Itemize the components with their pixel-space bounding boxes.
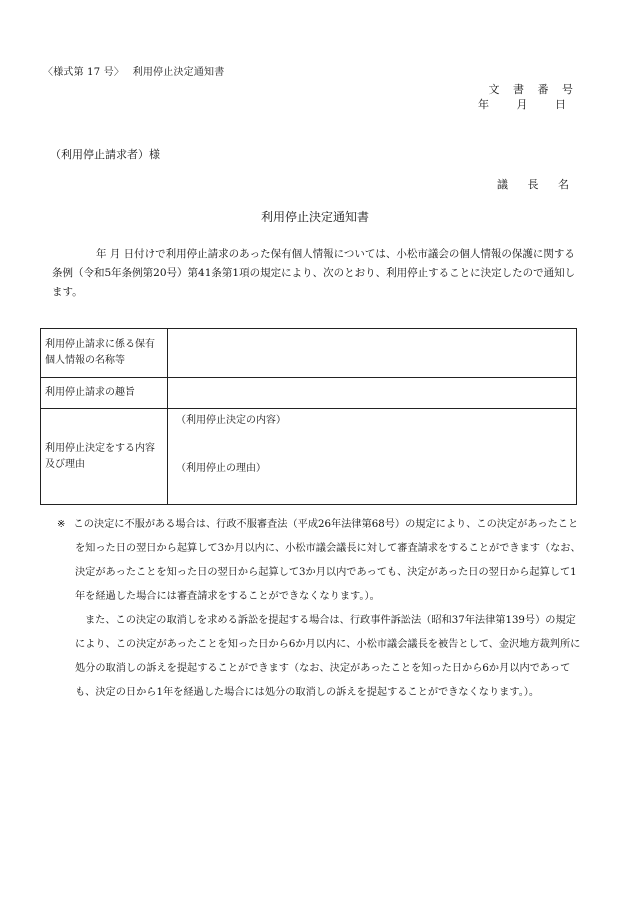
- form-number-label: 〈様式第 17 号〉 利用停止決定通知書: [43, 67, 225, 78]
- table-row: [41, 329, 577, 378]
- appeal-note-lawsuit-text: また、この決定の取消しを求める訴訟を提起する場合は、行政事件訴訟法（昭和37年法律第139号）の規定により、この決定があったことを知った日から6か月以内に、小松市議会議長を被告として、金沢地方裁判所に処分の取消しの訴えを提起することができます（なお、決定があったことを知った日から6か月以内であっても、決定の日から1年を経過した場合には処分の取消しの訴えを提起することができなくなります。）。: [75, 615, 581, 698]
- row-value-request-purpose: [168, 378, 577, 409]
- appeal-note-lawsuit: [57, 609, 582, 705]
- appeal-note-review-text: この決定に不服がある場合は、行政不服審査法（平成26年法律第68号）の規定により、この決定があったことを知った日の翌日から起算して3か月以内に、小松市議会議長に対して審査請求をすることができます（なお、決定があったことを知った日の翌日から起算して3か月以内であっても、決定があった日の翌日から起算して1年を経過した場合には審査請求をすることができなくなります。）。: [73, 519, 581, 602]
- decision-content-label: （利用停止決定の内容）: [176, 415, 286, 426]
- issue-date: 年 月 日: [478, 98, 578, 111]
- note-mark: ※: [57, 519, 66, 530]
- appeal-note-review: [57, 513, 582, 609]
- table-row: [41, 378, 577, 409]
- addressee: （利用停止請求者）様: [50, 148, 160, 161]
- document-title: 利用停止決定通知書: [260, 210, 369, 224]
- sender-name: 議 長 名: [497, 178, 577, 191]
- document-number: 文 書 番 号: [488, 83, 578, 96]
- appeal-note: [57, 513, 582, 705]
- body-text: 年 月 日付けで利用停止請求のあった保有個人情報については、小松市議会の個人情報の保護に関する条例（令和5年条例第20号）第41条第1項の規定により、次のとおり、利用停止することに決定したので通知します。: [52, 248, 576, 298]
- row-label-request-purpose: 利用停止請求の趣旨: [41, 378, 168, 409]
- row-value-info-name: [168, 329, 577, 378]
- decision-reason-label: （利用停止の理由）: [176, 463, 266, 474]
- decision-table: [40, 328, 577, 505]
- row-value-decision-reason: [168, 409, 577, 505]
- body-paragraph: [52, 245, 580, 302]
- row-label-decision-reason: 利用停止決定をする内容及び理由: [41, 409, 168, 505]
- table-row: [41, 409, 577, 505]
- row-label-info-name: 利用停止請求に係る保有個人情報の名称等: [41, 329, 168, 378]
